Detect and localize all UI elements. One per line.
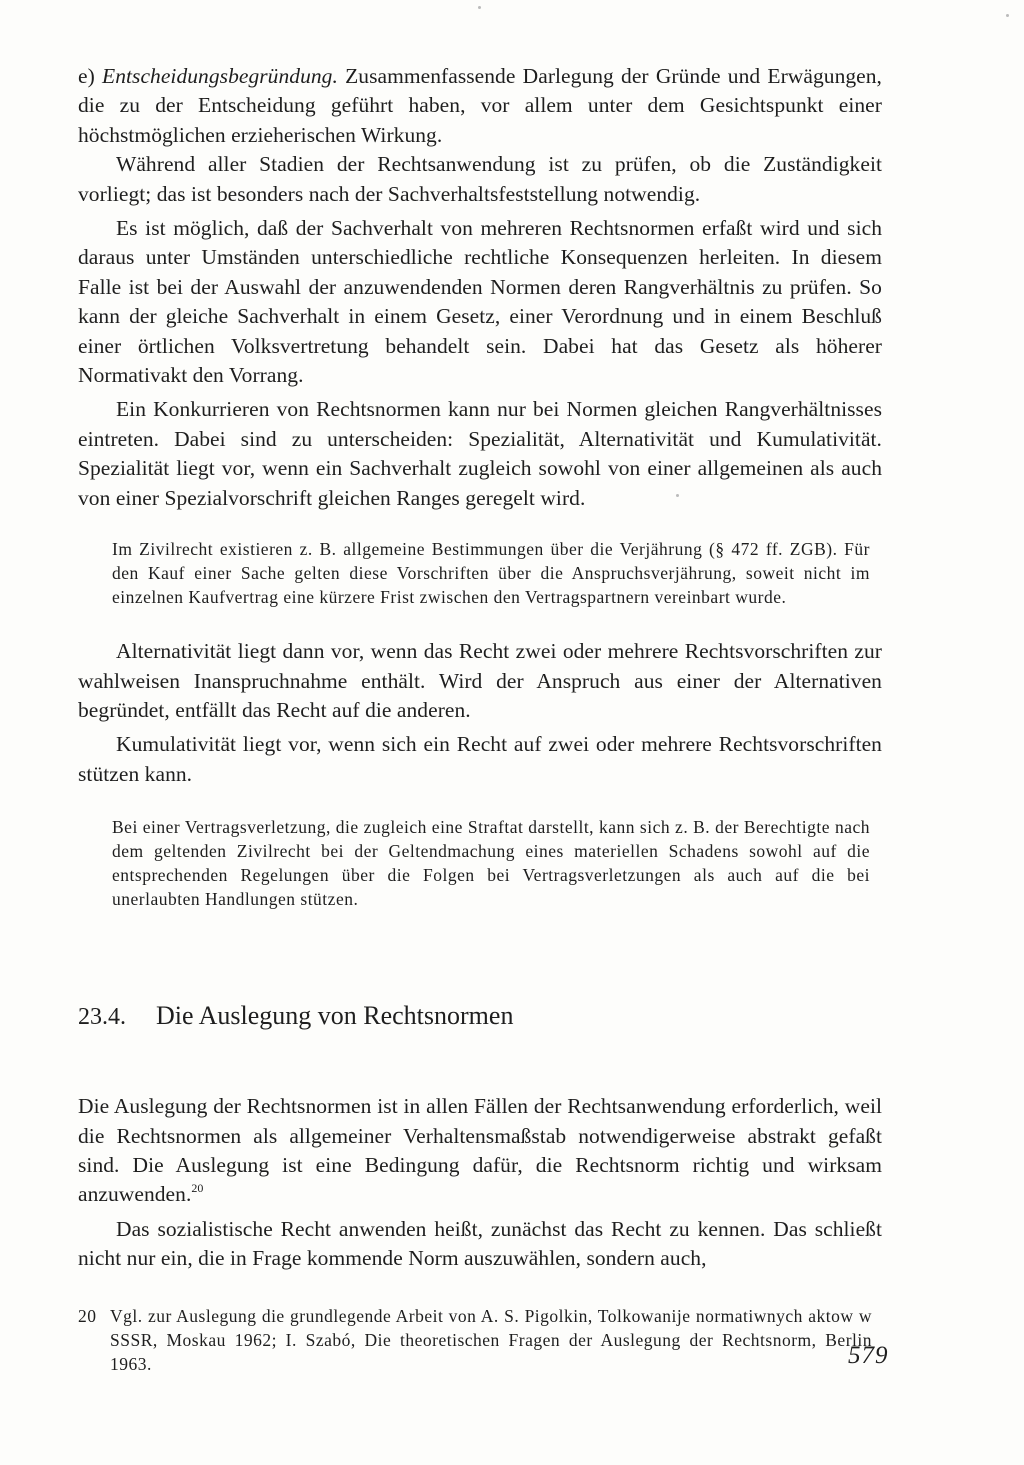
term-italic: Entscheidungsbegründung. [102,64,338,88]
scan-speck [676,494,679,497]
list-label: e) [78,64,95,88]
page-number: 579 [848,1342,889,1369]
footnote-number: 20 [78,1305,97,1326]
list-item-text: Zusammenfassende Darlegung der Gründe und Erwägungen, die zu der Entscheidung geführt haben, vor allem unter dem Gesichtspunkt einer höchstmöglichen erzieherischen Wirkung. [78,64,882,147]
section-number: 23.4. [78,1004,126,1031]
example-block: Bei einer Vertragsverletzung, die zugleich eine Straftat darstellt, kann sich z. B. der Berechtigte nach dem geltenden Zivilrecht bei der Geltendmachung eines materiellen Schadens sowohl auf die entsprechenden Regelungen über die Folgen bei Vertragsverletzungen als auch auf die bei unerlaubten Handlungen stützen. [112,817,870,910]
footnote-reference[interactable]: 20 [191,1181,204,1196]
paragraph: Ein Konkurrieren von Rechtsnormen kann nur bei Normen gleichen Rangverhältnisses eintreten. Dabei sind zu unterscheiden: Spezialität, Alternativität und Kumulativität. Spezialität liegt vor, wenn ein Sachverhalt zugleich sowohl von einer allgemeinen als auch von einer Spezialvorschrift gleichen Ranges geregelt wird. [78,397,882,510]
section-title: Die Auslegung von Rechtsnormen [156,1001,514,1031]
scan-speck [478,6,481,9]
footnote [78,1304,882,1376]
paragraph: Während aller Stadien der Rechtsanwendung ist zu prüfen, ob die Zuständigkeit vorliegt; das ist besonders nach der Sachverhaltsfeststellung notwendig. [78,152,882,206]
example-block: Im Zivilrecht existieren z. B. allgemeine Bestimmungen über die Verjährung (§ 472 ff. ZGB). Für den Kauf einer Sache gelten diese Vorschriften über die Anspruchsverjährung, soweit nicht im einzelnen Kaufvertrag eine kürzere Frist zwischen den Vertragspartnern vereinbart wurde. [112,539,870,608]
paragraph: Kumulativität liegt vor, wenn sich ein Recht auf zwei oder mehrere Rechtsvorschriften stützen kann. [78,732,882,786]
section-body [78,1092,882,1273]
page-content [78,62,882,1376]
footnote-text: Vgl. zur Auslegung die grundlegende Arbeit von A. S. Pigolkin, Tolkowanije normatiwnych aktow w SSSR, Moskau 1962; I. Szabó, Die theoretischen Fragen der Auslegung der Rechtsnorm, Berlin 1963. [110,1305,872,1374]
list-item-e [78,62,882,150]
paragraph [78,1092,882,1210]
paragraph: Es ist möglich, daß der Sachverhalt von mehreren Rechtsnormen erfaßt wird und sich daraus unter Umständen unterschiedliche rechtliche Konsequenzen herleiten. In diesem Falle ist bei der Auswahl der anzuwendenden Normen deren Rangverhältnis zu prüfen. So kann der gleiche Sachverhalt in einem Gesetz, einer Verordnung und in einem Beschluß einer örtlichen Volksvertretung behandelt sein. Dabei hat das Gesetz als höherer Normativakt den Vorrang. [78,216,882,388]
section-heading [78,999,882,1034]
scan-speck [1006,14,1009,17]
paragraph-text: Die Auslegung der Rechtsnormen ist in allen Fällen der Rechtsanwendung erforderlich, weil die Rechtsnormen als allgemeiner Verhaltensmaßstab notwendigerweise abstrakt gefaßt sind. Die Auslegung ist eine Bedingung dafür, die Rechtsnorm richtig und wirksam anzuwenden. [78,1094,882,1207]
paragraph: Das sozialistische Recht anwenden heißt, zunächst das Recht zu kennen. Das schließt nicht nur ein, die in Frage kommende Norm auszuwählen, sondern auch, [78,1216,882,1271]
paragraph: Alternativität liegt dann vor, wenn das Recht zwei oder mehrere Rechtsvorschriften zur wahlweisen Inanspruchnahme enthält. Wird der Anspruch aus einer der Alternativen begründet, entfällt das Recht auf die anderen. [78,639,882,722]
